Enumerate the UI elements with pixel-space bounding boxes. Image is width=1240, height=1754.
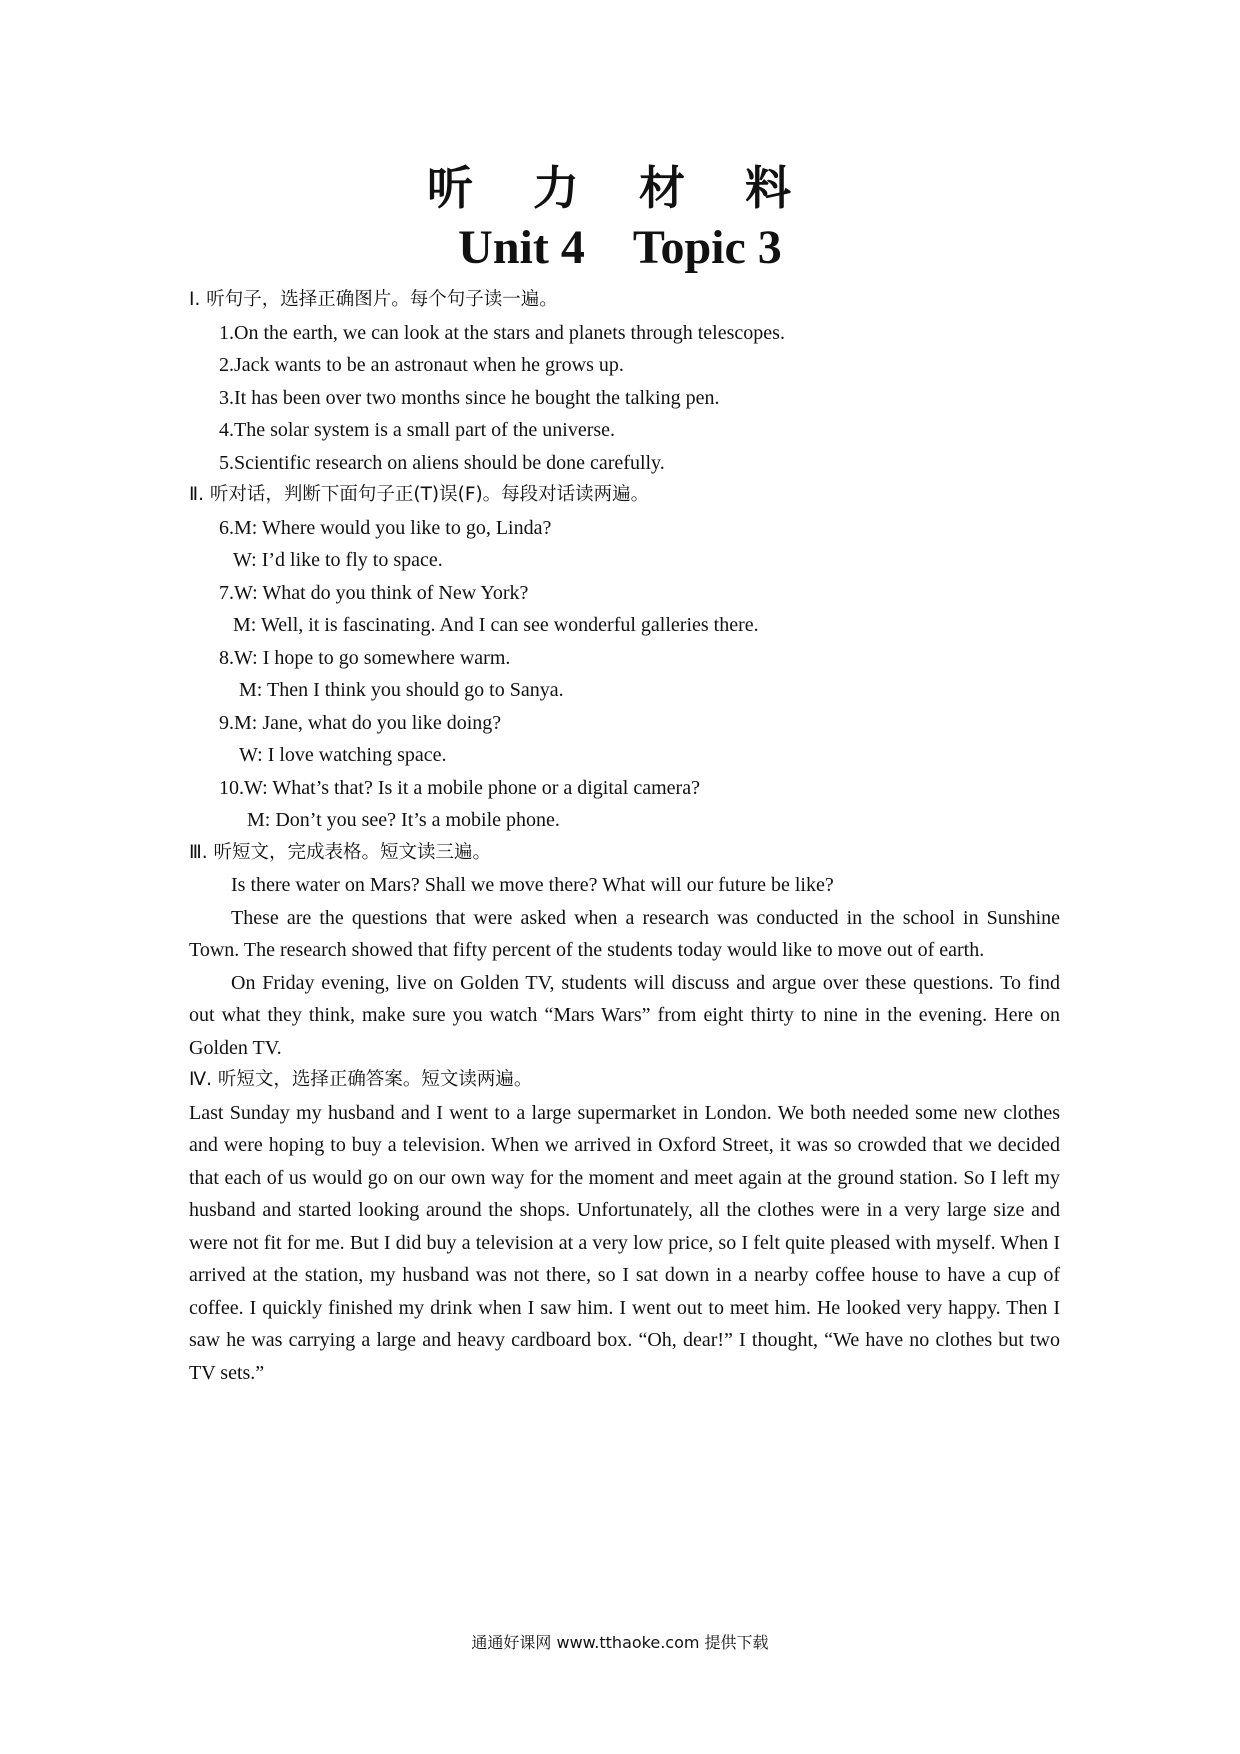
passage-paragraph: These are the questions that were asked when a research was conducted in the school in Sunshine Town. The research showed that fifty percent of the students today would like to move out of earth. [189, 906, 1060, 961]
section-4-heading: Ⅳ. 听短文，选择正确答案。短文读两遍。 [189, 1069, 533, 1090]
unit-label: Unit 4 [458, 221, 585, 274]
dialogue-response: M: Well, it is fascinating. And I can see wonderful galleries there. [233, 614, 759, 636]
section-2-heading: Ⅱ. 听对话，判断下面句子正(T)误(F)。每段对话读两遍。 [189, 484, 650, 505]
footer-credit: 通通好课网 www.tthaoke.com 提供下载 [471, 1633, 769, 1652]
sentence-item: 3.It has been over two months since he bought the talking pen. [219, 386, 720, 409]
dialogue-line: 6.M: Where would you like to go, Linda? [219, 516, 552, 539]
passage-paragraph: Is there water on Mars? Shall we move there? What will our future be like? [231, 874, 834, 896]
section-1-heading: Ⅰ. 听句子，选择正确图片。每个句子读一遍。 [189, 289, 558, 310]
dialogue-line: 9.M: Jane, what do you like doing? [219, 711, 502, 734]
dialogue-response: M: Then I think you should go to Sanya. [239, 679, 564, 701]
listening-content [189, 284, 1060, 1389]
sentence-item: 5.Scientific research on aliens should be done carefully. [219, 451, 665, 474]
passage-paragraph: On Friday evening, live on Golden TV, students will discuss and argue over these questions. To find out what they think, make sure you watch “Mars Wars” from eight thirty to nine in the evening. Here on Golden TV. [189, 971, 1060, 1059]
chinese-title: 听 力 材 料 [426, 161, 814, 215]
dialogue-response: W: I love watching space. [239, 744, 447, 766]
unit-topic-title [0, 220, 1240, 275]
passage-paragraph: Last Sunday my husband and I went to a large supermarket in London. We both needed some new clothes and were hoping to buy a television. When we arrived in Oxford Street, it was so crowded that we decided that each of us would go on our own way for the moment and meet again at the ground station. So I left my husband and started looking around the shops. Unfortunately, all the clothes were in a very large size and were not fit for me. But I did buy a television at a very low price, so I felt quite pleased with myself. When I arrived at the station, my husband was not there, so I sat down in a nearby coffee house to have a cup of coffee. I quickly finished my drink when I saw him. I went out to meet him. He looked very happy. Then I saw he was carrying a large and heavy cardboard box. “Oh, dear!” I thought, “We have no clothes but two TV sets.” [189, 1101, 1060, 1384]
dialogue-response: W: I’d like to fly to space. [233, 549, 443, 571]
sentence-item: 1.On the earth, we can look at the stars and planets through telescopes. [219, 321, 785, 344]
dialogue-line: 10.W: What’s that? Is it a mobile phone or a digital camera? [219, 776, 700, 799]
topic-label: Topic 3 [632, 221, 782, 274]
dialogue-response: M: Don’t you see? It’s a mobile phone. [247, 809, 560, 831]
sentence-item: 4.The solar system is a small part of the universe. [219, 419, 616, 441]
dialogue-line: 8.W: I hope to go somewhere warm. [219, 646, 511, 669]
sentence-item: 2.Jack wants to be an astronaut when he grows up. [219, 354, 624, 376]
dialogue-line: 7.W: What do you think of New York? [219, 581, 529, 604]
section-3-heading: Ⅲ. 听短文，完成表格。短文读三遍。 [189, 841, 492, 863]
